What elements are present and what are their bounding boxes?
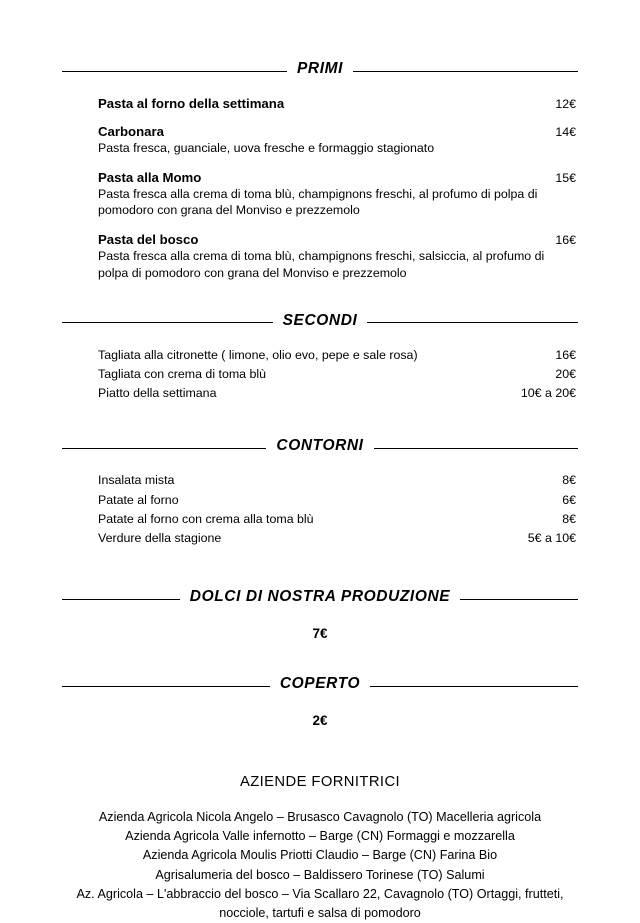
menu-item-price: 6€ — [562, 492, 576, 507]
menu-item-name: Pasta al forno della settimana — [98, 96, 285, 111]
section-title-primi: PRIMI — [296, 60, 344, 77]
menu-item-name: Patate al forno — [98, 492, 179, 507]
menu-item — [98, 124, 576, 157]
menu-item — [98, 384, 576, 403]
section-heading-coperto — [62, 675, 578, 693]
section-heading-contorni — [62, 437, 578, 455]
heading-rule-right — [460, 599, 578, 600]
supplier-line: Agrisalumeria del bosco – Baldissero Torinese (TO) Salumi — [155, 867, 485, 882]
menu-item — [98, 510, 576, 529]
spacer — [62, 548, 578, 588]
section-heading-secondi — [62, 312, 578, 330]
menu-item — [98, 346, 576, 365]
menu-item-price: 14€ — [555, 125, 576, 139]
spacer — [62, 641, 578, 675]
heading-rule-right — [367, 322, 578, 323]
heading-rule-left — [62, 448, 266, 449]
menu-item — [98, 365, 576, 384]
supplier-line: Azienda Agricola Nicola Angelo – Brusasco Cavagnolo (TO) Macelleria agricola — [98, 810, 542, 825]
menu-item-price: 20€ — [555, 366, 576, 381]
menu-item — [98, 170, 576, 219]
contorni-item-list — [62, 471, 578, 548]
section-title-secondi: SECONDI — [282, 311, 358, 329]
primi-item-list — [62, 96, 578, 282]
menu-item — [98, 471, 576, 490]
menu-item-price: 8€ — [562, 511, 576, 526]
section-heading-primi — [62, 60, 578, 78]
heading-rule-right — [370, 686, 578, 687]
menu-item-name: Verdure della stagione — [98, 530, 222, 545]
menu-item-price: 15€ — [555, 170, 576, 185]
menu-item-line — [98, 232, 576, 247]
menu-item-price: 16€ — [555, 233, 576, 248]
menu-item-line — [98, 96, 576, 111]
menu-item-name: Insalata mista — [98, 473, 175, 488]
section-title-coperto: COPERTO — [279, 675, 361, 693]
coperto-price: 2€ — [312, 713, 328, 729]
menu-item-name: Tagliata alla citronette ( limone, olio evo, pepe e sale rosa) — [98, 347, 418, 362]
heading-rule-left — [62, 71, 287, 72]
menu-item-name: Patate al forno con crema alla toma blù — [98, 511, 314, 526]
menu-item-price: 12€ — [555, 97, 576, 111]
menu-item-price: 16€ — [555, 347, 576, 362]
menu-item-line — [98, 170, 576, 185]
suppliers-title: AZIENDE FORNITRICI — [239, 774, 401, 791]
supplier-line: nocciole, tartufi e salsa di pomodoro — [219, 905, 421, 920]
heading-rule-right — [374, 448, 578, 449]
menu-item-price: 8€ — [562, 473, 576, 488]
section-heading-dolci — [62, 588, 578, 606]
menu-item — [98, 529, 576, 548]
supplier-line: Azienda Agricola Valle infernotto – Barge (CN) Formaggi e mozzarella — [125, 829, 515, 844]
menu-item-name: Piatto della settimana — [98, 386, 217, 401]
menu-item-name: Carbonara — [98, 124, 164, 139]
heading-rule-left — [62, 686, 270, 687]
menu-item-price: 5€ a 10€ — [527, 530, 576, 545]
spacer — [62, 282, 578, 312]
heading-rule-left — [62, 599, 180, 600]
supplier-line: Az. Agricola – L'abbraccio del bosco – Via Scallaro 22, Cavagnolo (TO) Ortaggi, frutteti, — [76, 886, 564, 901]
section-title-contorni: CONTORNI — [276, 437, 364, 455]
secondi-item-list — [62, 346, 578, 404]
menu-item-name: Pasta del bosco — [98, 232, 199, 248]
menu-item — [98, 491, 576, 510]
dolci-price: 7€ — [312, 626, 328, 642]
menu-item-price: 10€ a 20€ — [520, 386, 576, 401]
supplier-line: Azienda Agricola Moulis Priotti Claudio – Barge (CN) Farina Bio — [142, 848, 498, 863]
menu-item-description: Pasta fresca alla crema di toma blù, champignons freschi, al profumo di polpa di pomodoro con grana del Monviso e prezzemolo — [98, 186, 538, 218]
menu-item-name: Pasta alla Momo — [98, 169, 202, 185]
heading-rule-left — [62, 322, 273, 323]
menu-item-name: Tagliata con crema di toma blù — [98, 366, 267, 381]
menu-item-description: Pasta fresca alla crema di toma blù, champignons freschi, salsiccia, al profumo di polpa di pomodoro con grana del Monviso e prezzemolo — [98, 249, 545, 280]
menu-item — [98, 232, 576, 281]
menu-item-description: Pasta fresca, guanciale, uova fresche e formaggio stagionato — [98, 141, 435, 155]
menu-item — [98, 96, 576, 111]
spacer — [62, 403, 578, 437]
section-title-dolci: DOLCI DI NOSTRA PRODUZIONE — [189, 588, 451, 606]
suppliers-section — [62, 774, 578, 923]
heading-rule-right — [353, 71, 578, 72]
menu-item-line — [98, 124, 576, 139]
